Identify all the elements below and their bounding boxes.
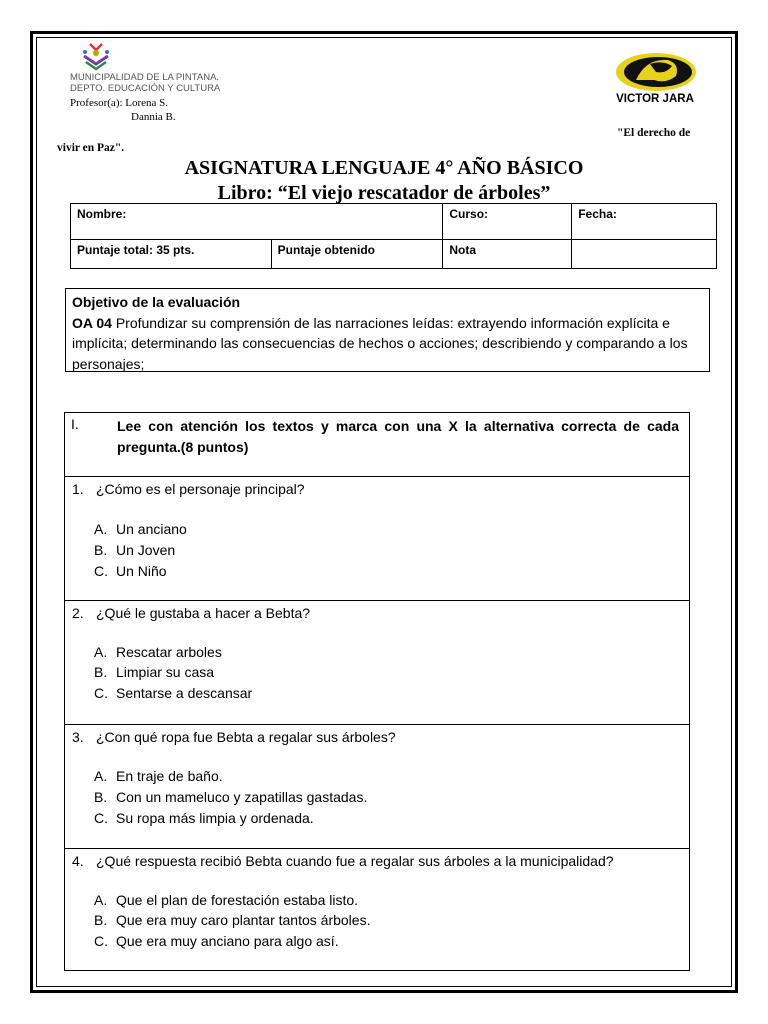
question-number: 1. [72,481,84,497]
option-text: Un Niño [116,563,167,579]
objective-text: Profundizar su comprensión de las narraciones leídas: extrayendo información explícita e implícita; determinando las consecuencias de hechos o acciones; describiendo y comparando a los personajes; [72,314,688,372]
option-c[interactable] [94,933,339,949]
option-b[interactable] [94,912,370,928]
municipality-name [70,72,220,94]
question-1 [65,477,689,601]
option-text: Un anciano [116,521,187,537]
option-text: Con un mameluco y zapatillas gastadas. [116,789,368,805]
question-2 [65,601,689,725]
question-number: 3. [72,729,84,745]
option-c[interactable] [94,563,167,579]
option-b[interactable] [94,542,175,558]
name-label: Nombre: [77,207,127,221]
option-letter: A. [94,521,108,537]
course-field[interactable] [443,204,572,240]
option-text: Que era muy anciano para algo así. [116,933,339,949]
objective-code: OA 04 [72,314,112,331]
option-letter: B. [94,542,108,558]
school-logo-text: VICTOR JARA [616,93,694,105]
section-instructions [65,413,689,477]
quiz-section [64,412,690,971]
option-c[interactable] [94,685,252,701]
school-logo [606,50,704,108]
option-a[interactable] [94,644,222,660]
option-c[interactable] [94,810,314,826]
obtained-score-field[interactable] [271,240,443,269]
date-label: Fecha: [578,207,617,221]
option-text: En traje de baño. [116,768,223,784]
grade-value-field[interactable] [572,240,717,269]
motto-part1: "El derecho de [617,127,691,139]
page-title: ASIGNATURA LENGUAJE 4° AÑO BÁSICO [184,157,584,179]
total-score-cell [71,240,272,269]
option-text: Su ropa más limpia y ordenada. [116,810,314,826]
option-text: Que el plan de forestación estaba listo. [116,892,359,908]
option-a[interactable] [94,521,187,537]
question-4 [65,849,689,970]
option-letter: B. [94,664,108,680]
municipality-line2: DEPTO. EDUCACIÓN Y CULTURA [70,83,221,94]
name-field[interactable] [71,204,443,240]
objective-body [72,313,703,375]
question-text: ¿Con qué ropa fue Bebta a regalar sus árboles? [96,729,396,745]
grade-label: Nota [449,243,477,257]
option-letter: A. [94,768,108,784]
grade-field[interactable] [443,240,572,269]
option-text: Que era muy caro plantar tantos árboles. [116,912,371,928]
date-field[interactable] [572,204,717,240]
question-text: ¿Qué le gustaba a hacer a Bebta? [96,605,311,621]
section-instruction-text: Lee con atención los textos y marca con una X la alternativa correcta de cada pregunta.(8 puntos) [117,418,679,455]
objective-heading: Objetivo de la evaluación [72,294,241,310]
option-letter: B. [94,912,108,928]
option-b[interactable] [94,789,367,805]
obtained-score-label: Puntaje obtenido [277,243,375,257]
question-text: ¿Cómo es el personaje principal? [96,481,305,497]
option-letter: C. [94,563,108,579]
option-text: Rescatar arboles [116,644,222,660]
motto-part2: vivir en Paz". [57,142,125,154]
objective-box [65,288,710,372]
option-text: Limpiar su casa [116,664,215,680]
section-number: I. [71,416,79,432]
option-letter: C. [94,933,108,949]
teacher-line: Profesor(a): Lorena S. [70,97,169,109]
option-letter: C. [94,810,108,826]
course-label: Curso: [449,207,489,221]
option-a[interactable] [94,892,358,908]
municipality-line1: MUNICIPALIDAD DE LA PINTANA. [70,72,220,83]
option-letter: A. [94,892,108,908]
question-text: ¿Qué respuesta recibió Bebta cuando fue a regalar sus árboles a la municipalidad? [96,853,614,869]
option-text: Sentarse a descansar [116,685,253,701]
teacher-line-2: Dannia B. [131,111,176,123]
option-letter: A. [94,644,108,660]
student-info-table [70,203,717,269]
question-number: 4. [72,853,84,869]
option-b[interactable] [94,664,214,680]
book-title: Libro: “El viejo rescatador de árboles” [217,182,551,204]
municipality-logo [76,42,116,72]
option-text: Un Joven [116,542,176,558]
option-letter: C. [94,685,108,701]
question-3 [65,725,689,849]
total-score-label: Puntaje total: 35 pts. [77,243,195,257]
question-number: 2. [72,605,84,621]
option-a[interactable] [94,768,223,784]
option-letter: B. [94,789,108,805]
